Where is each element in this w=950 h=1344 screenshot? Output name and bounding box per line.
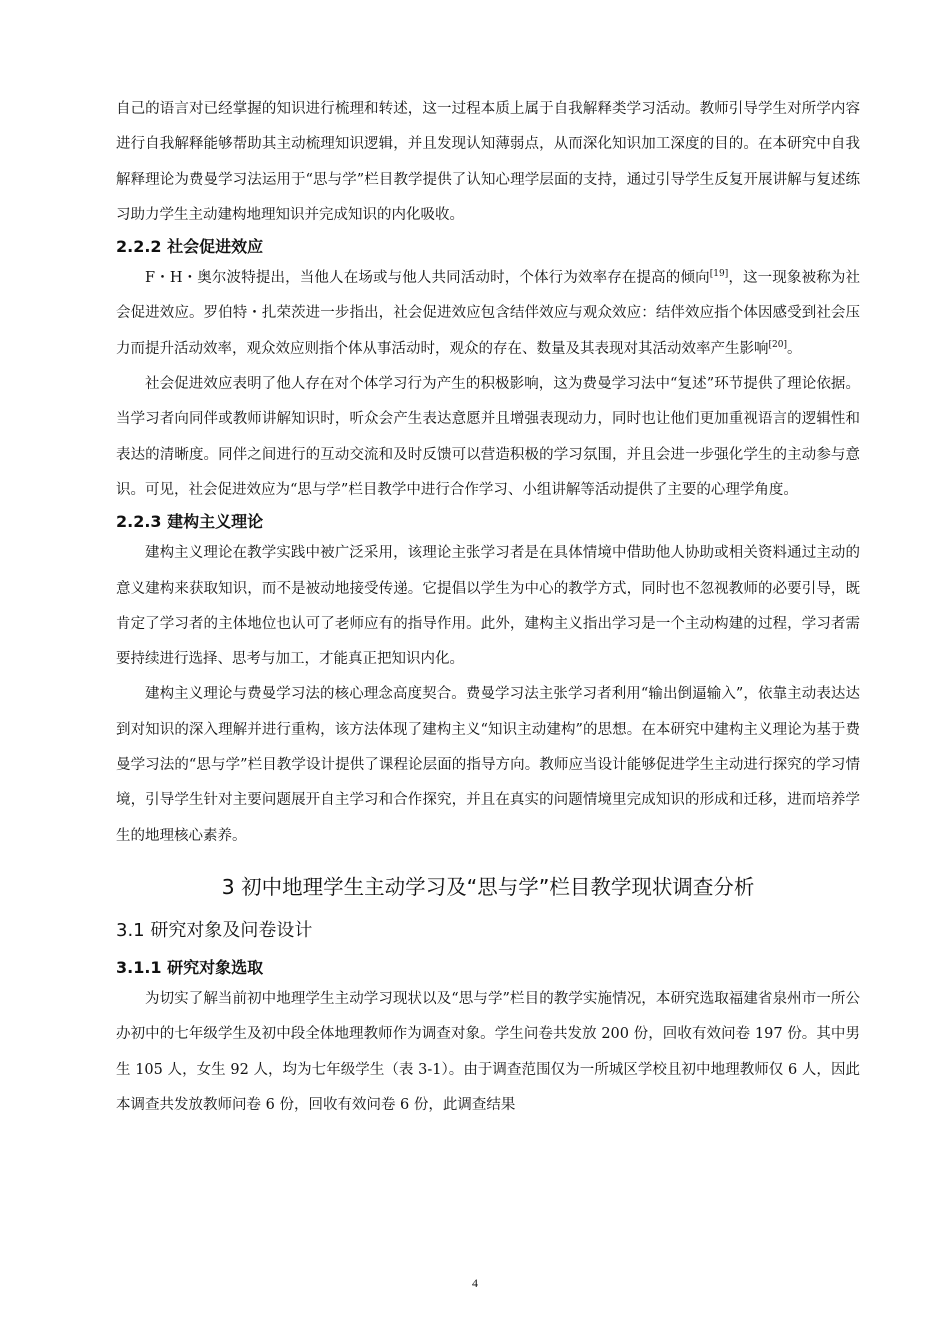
paragraph-research-subjects: 为切实了解当前初中地理学生主动学习现状以及“思与学”栏目的教学实施情况，本研究选取福建省泉州市一所公办初中的七年级学生及初中段全体地理教师作为调查对象。学生问卷共发放 200 份，回收有效问卷 197 份。其中男生 105 人，女生 92 人，均为七年级学生（表 3-1）。由于调查范围仅为一所城区学校且初中地理教师仅 6 人，因此本调查共发放教师问卷 6 份，回收有效问卷 6 份，此调查结果: [116, 990, 860, 1113]
text-span: 。: [786, 340, 802, 357]
paragraph-social-facilitation-application: 社会促进效应表明了他人存在对个体学习行为产生的积极影响，这为费曼学习法中“复述”环节提供了理论依据。当学习者向同伴或教师讲解知识时，听众会产生表达意愿并且增强表现动力，同时也让他们更加重视语言的逻辑性和表达的清晰度。同伴之间进行的互动交流和及时反馈可以营造积极的学习氛围，并且会进一步强化学生的主动参与意识。可见，社会促进效应为“思与学”栏目教学中进行合作学习、小组讲解等活动提供了主要的心理学角度。: [116, 376, 860, 498]
heading-2-2-2: 2.2.2 社会促进效应: [116, 237, 264, 257]
paragraph-self-explanation-end: 自己的语言对已经掌握的知识进行梳理和转述，这一过程本质上属于自我解释类学习活动。教师引导学生对所学内容进行自我解释能够帮助其主动梳理知识逻辑，并且发现认知薄弱点，从而深化知识加工深度的目的。在本研究中自我解释理论为费曼学习法运用于“思与学”栏目教学提供了认知心理学层面的支持，通过引导学生反复开展讲解与复述练习助力学生主动建构地理知识并完成知识的内化吸收。: [116, 101, 860, 223]
paragraph-constructivism-application: 建构主义理论与费曼学习法的核心理念高度契合。费曼学习法主张学习者利用“输出倒逼输入”，依靠主动表达达到对知识的深入理解并进行重构，该方法体现了建构主义“知识主动建构”的思想。在本研究中建构主义理论为基于费曼学习法的“思与学”栏目教学设计提供了课程论层面的指导方向。教师应当设计能够促进学生主动进行探究的学习情境，引导学生针对主要问题展开自主学习和合作探究，并且在真实的问题情境里完成知识的形成和迁移，进而培养学生的地理核心素养。: [116, 686, 860, 844]
text-span: ，这一现象被称为社会促进效应。罗伯特・扎荣茨进一步指出，社会促进效应包含结伴效应与观众效应：结伴效应指个体因感受到社会压力而提升活动效率，观众效应则指个体从事活动时，观众的存在、数量及其表现对其活动效率产生影响: [116, 270, 861, 357]
section-3-1-title: 3.1 研究对象及问卷设计: [116, 919, 313, 941]
text-span: F・H・奥尔波特提出，当他人在场或与他人共同活动时，个体行为效率存在提高的倾向: [145, 270, 710, 287]
heading-2-2-3: 2.2.3 建构主义理论: [116, 512, 264, 532]
citation-19[interactable]: [19]: [709, 269, 729, 280]
paragraph-social-facilitation-definition: [116, 261, 860, 367]
paragraph-constructivism-definition: 建构主义理论在教学实践中被广泛采用，该理论主张学习者是在具体情境中借助他人协助或相关资料通过主动的意义建构来获取知识，而不是被动地接受传递。它提倡以学生为中心的教学方式，同时也不忽视教师的必要引导，既肯定了学习者的主体地位也认可了老师应有的指导作用。此外，建构主义指出学习是一个主动构建的过程，学习者需要持续进行选择、思考与加工，才能真正把知识内化。: [116, 545, 860, 668]
citation-20[interactable]: [20]: [768, 339, 787, 350]
page-number: 4: [472, 1276, 478, 1290]
heading-3-1-1: 3.1.1 研究对象选取: [116, 957, 264, 977]
document-page: [116, 92, 860, 1123]
chapter-3-title: 3 初中地理学生主动学习及“思与学”栏目教学现状调查分析: [221, 874, 755, 899]
